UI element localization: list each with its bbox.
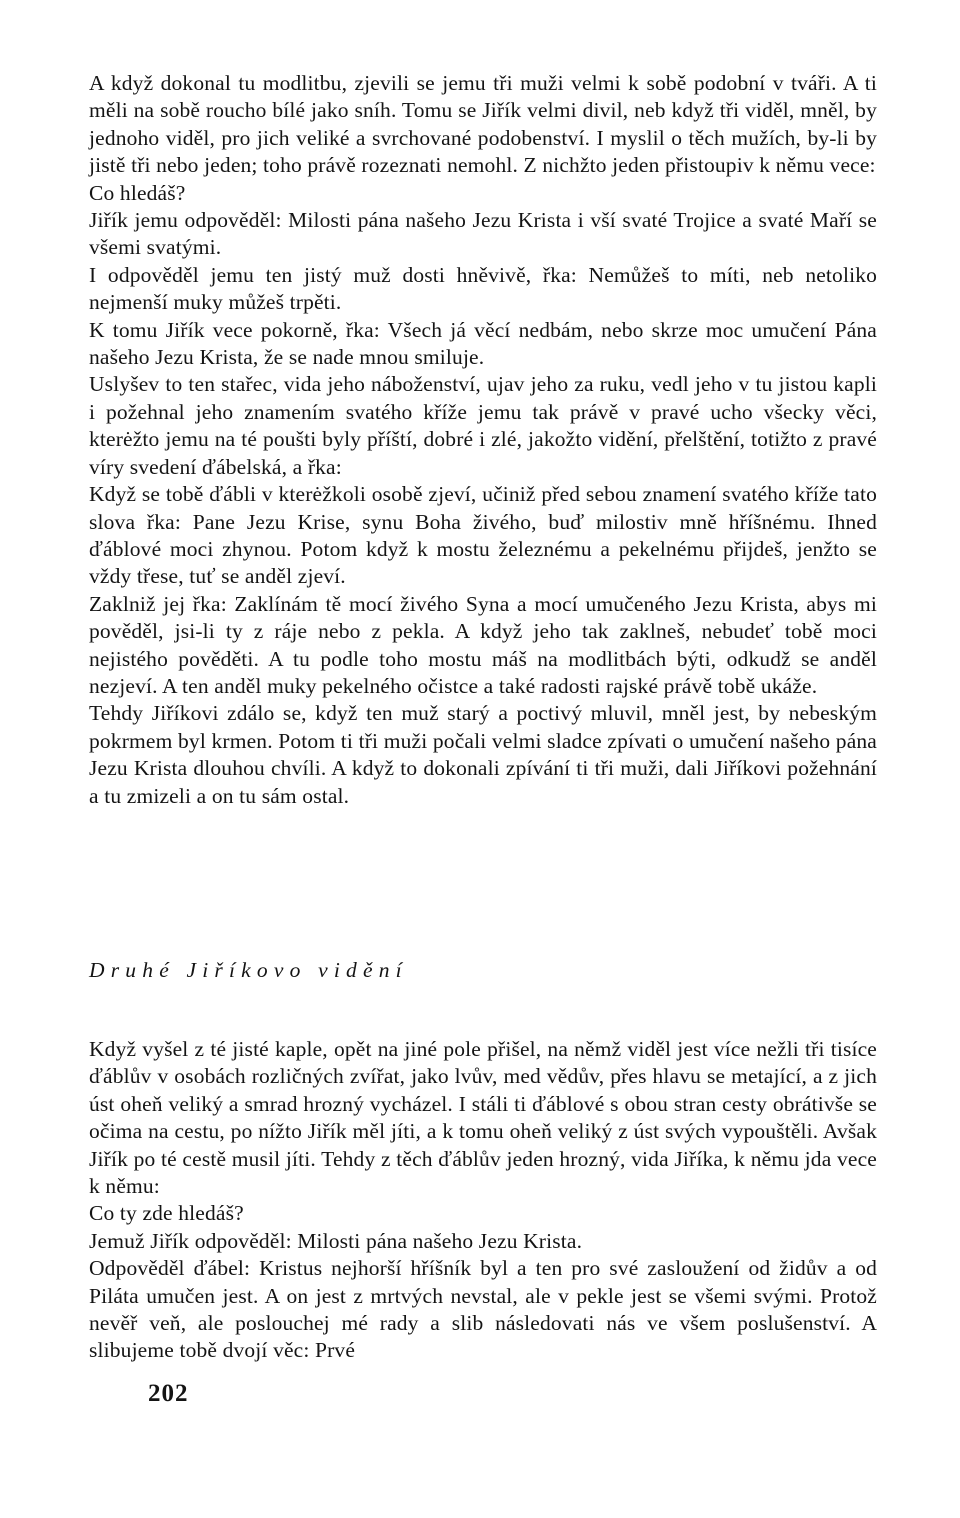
paragraph: I odpověděl jemu ten jistý muž dosti hněvivě, řka: Nemůžeš to míti, neb netoliko nejmenší muky můžeš trpěti. [89,262,877,315]
paragraph: Co hledáš? [89,180,186,205]
paragraph: Tehdy Jiříkovi zdálo se, když ten muž starý a poctivý mluvil, mněl jest, by nebeským pokrmem byl krmen. Potom ti tři muži počali velmi sladce zpívati o umučení našeho pána Jezu Krista dlouhou chvíli. A když to dokonali zpívání ti tři muži, dali Jiříkovi požehnání a tu zmizeli a on tu sám ostal. [89,701,877,808]
paragraph: Když vyšel z té jisté kaple, opět na jiné pole přišel, na němž viděl jest více nežli tři tisíce ďáblův v osobách rozličných zvířat, jako lvův, med vědův, přes hlavu se metající, a z jich úst oheň veliký a smrad hrozný vycházel. I stáli ti ďáblové s obou stran cesty obrátivše se očima na cestu, po nížto Jiřík měl jíti, a k tomu oheň veliký z úst svých vypouštěli. Avšak Jiřík po té cestě musil jíti. Tehdy z těch ďáblův jeden hrozný, vida Jiříka, k němu jda vece k němu: [89,1037,877,1199]
section-two-text [89,1036,877,1365]
paragraph: Odpověděl ďábel: Kristus nejhorší hříšník byl a ten pro své zasloužení od židův a od Piláta umučen jest. A on jest z mrtvých nevstal, ale v pekle jest se všemi svými. Protož nevěř veň, ale poslouchej mé rady a slib následovati nás ve všem poslušenství. A slibujeme tobě dvojí věc: Prvé [89,1256,877,1363]
paragraph: Jiřík jemu odpověděl: Milosti pána našeho Jezu Krista i vší svaté Trojice a svaté Maří se všemi svatými. [89,208,877,260]
paragraph: Uslyšev to ten stařec, vida jeho náboženství, ujav jeho za ruku, vedl jeho v tu jistou kapli i požehnal jeho znamením svatého kříže jemu tak právě v pravé ucho všecky věci, kterėžto jemu na té poušti byly příští, dobré i zlé, jakožto vidění, přelštění, totižto z pravé víry svedení ďábelská, a řka: [89,372,877,479]
section-one-text [89,70,877,810]
paragraph: Zaklniž jej řka: Zaklínám tě mocí živého Syna a mocí umučeného Jezu Krista, abys mi pověděl, jsi-li ty z ráje nebo z pekla. A když jeho tak zaklneš, nebudeť tobě moci nejistého pověděti. A tu podle toho mostu máš na modlitbách býti, odkudž se anděl nezjeví. A ten anděl muky pekelného očistce a také radosti rajské právě tobě ukáže. [89,591,877,698]
page-number: 202 [148,1380,189,1407]
paragraph: Když se tobě ďábli v kterėžkoli osobě zjeví, učiniž před sebou znamení svatého kříže tato slova řka: Pane Jezu Krise, synu Boha živého, buď milostiv mně hříšnému. Ihned ďáblové moci zhynou. Potom když k mostu železnému a pekelnému přijdeš, jenžto se vždy třese, tuť se anděl zjeví. [89,482,877,589]
book-page [89,70,877,1363]
paragraph: Jemuž Jiřík odpověděl: Milosti pána našeho Jezu Krista. [89,1228,583,1253]
paragraph: A když dokonal tu modlitbu, zjevili se jemu tři muži velmi k sobě podobní v tváři. A ti měli na sobě roucho bílé jako sníh. Tomu se Jiřík velmi divil, neb když tři viděl, mněl, by jednoho viděl, pro jich veliké a svrchované podobenství. I myslil o těch mužích, by-li by jistě tři nebo jeden; toho právě rozeznati nemohl. Z nichžto jeden přistoupiv k němu vece: [89,71,877,178]
paragraph: K tomu Jiřík vece pokorně, řka: Všech já věcí nedbám, nebo skrze moc umučení Pána našeho Jezu Krista, že se nade mnou smiluje. [89,317,877,370]
paragraph: Co ty zde hledáš? [89,1201,244,1226]
chapter-heading: Druhé Jiříkovo vidění [89,958,408,982]
